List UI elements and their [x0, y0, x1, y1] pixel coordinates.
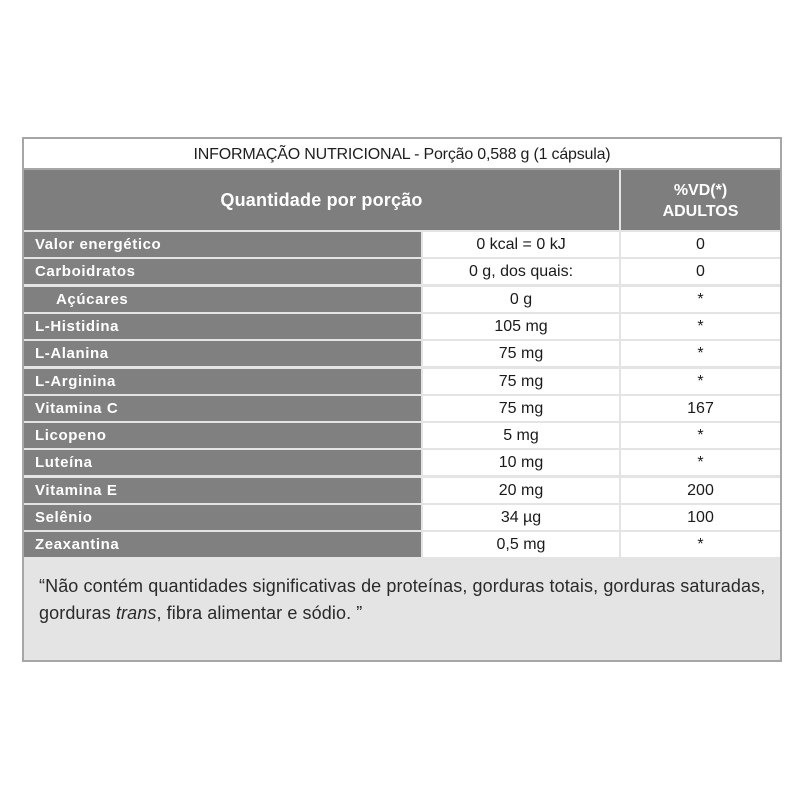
- nutrient-daily-value: 167: [621, 396, 780, 421]
- nutrient-amount: 75 mg: [423, 341, 619, 366]
- nutrient-amount: 105 mg: [423, 314, 619, 339]
- nutrient-daily-value: *: [621, 287, 780, 312]
- nutrient-amount: 10 mg: [423, 450, 619, 475]
- nutrient-amount: 0,5 mg: [423, 532, 619, 557]
- table-row: [24, 259, 780, 286]
- nutrient-name: Açúcares: [24, 287, 421, 312]
- table-row: [24, 396, 780, 423]
- table-row: [24, 423, 780, 450]
- nutrient-name: Luteína: [24, 450, 421, 475]
- nutrient-amount: 0 g: [423, 287, 619, 312]
- footnote-text: [39, 573, 774, 627]
- daily-value-header-line2: ADULTOS: [662, 203, 739, 220]
- nutrient-name: L-Alanina: [24, 341, 421, 366]
- nutrient-daily-value: 0: [621, 232, 780, 257]
- nutrient-daily-value: *: [621, 423, 780, 448]
- table-row: [24, 505, 780, 532]
- footnote-part1: “Não contém quantidades significativas de proteínas, gorduras totais, gorduras saturadas, gorduras: [39, 576, 766, 623]
- table-title: INFORMAÇÃO NUTRICIONAL - Porção 0,588 g (1 cápsula): [24, 139, 780, 170]
- table-row: [24, 287, 780, 314]
- nutrient-name: Licopeno: [24, 423, 421, 448]
- nutrient-amount: 20 mg: [423, 478, 619, 503]
- nutrient-name: Vitamina C: [24, 396, 421, 421]
- nutrient-name: Valor energético: [24, 232, 421, 257]
- daily-value-header-line1: %VD(*): [673, 182, 728, 199]
- nutrient-name: L-Histidina: [24, 314, 421, 339]
- nutrient-amount: 75 mg: [423, 396, 619, 421]
- table-row: [24, 369, 780, 396]
- nutrient-name: Zeaxantina: [24, 532, 421, 557]
- table-row: [24, 532, 780, 559]
- nutrient-daily-value: *: [621, 341, 780, 366]
- nutrient-amount: 0 kcal = 0 kJ: [423, 232, 619, 257]
- footnote-part2: , fibra alimentar e sódio. ”: [156, 603, 363, 623]
- table-row: [24, 314, 780, 341]
- nutrient-daily-value: 200: [621, 478, 780, 503]
- nutrient-daily-value: *: [621, 314, 780, 339]
- table-row: [24, 341, 780, 368]
- footnote-area: [24, 560, 780, 660]
- nutrient-daily-value: 0: [621, 259, 780, 284]
- nutrient-daily-value: *: [621, 450, 780, 475]
- nutrient-amount: 34 µg: [423, 505, 619, 530]
- table-row: [24, 478, 780, 505]
- nutrient-name: Vitamina E: [24, 478, 421, 503]
- table-row: [24, 232, 780, 259]
- nutrient-name: L-Arginina: [24, 369, 421, 394]
- footnote-italic-trans: trans: [115, 603, 157, 623]
- nutrient-amount: 5 mg: [423, 423, 619, 448]
- daily-value-header: [621, 170, 780, 230]
- quantity-header: Quantidade por porção: [24, 170, 619, 230]
- nutrient-amount: 0 g, dos quais:: [423, 259, 619, 284]
- table-row: [24, 450, 780, 477]
- nutrient-daily-value: *: [621, 369, 780, 394]
- nutrient-daily-value: *: [621, 532, 780, 557]
- nutrient-daily-value: 100: [621, 505, 780, 530]
- nutrient-name: Selênio: [24, 505, 421, 530]
- nutrient-name: Carboidratos: [24, 259, 421, 284]
- nutrient-amount: 75 mg: [423, 369, 619, 394]
